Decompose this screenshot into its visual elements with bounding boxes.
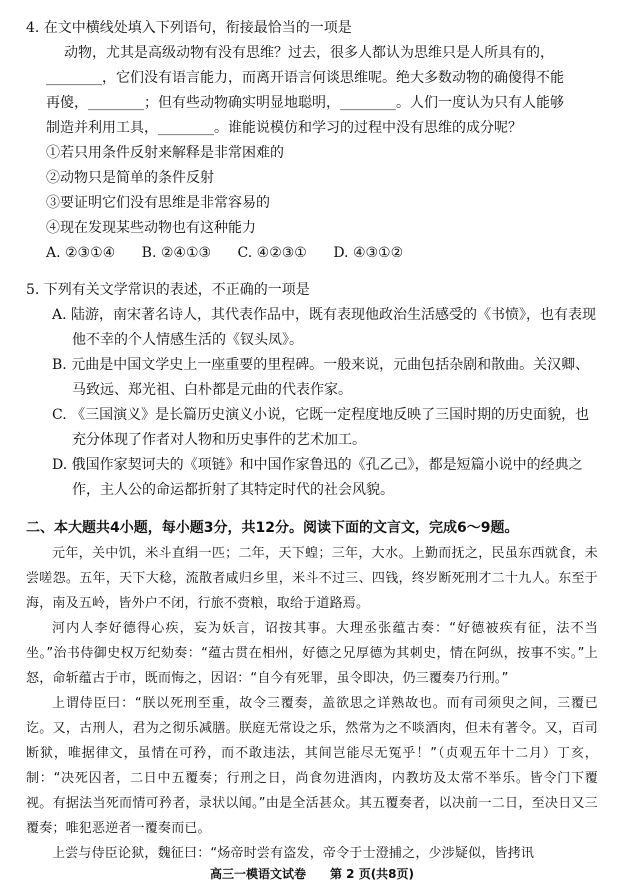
q4-choices <box>26 241 598 266</box>
q4-choice-a: A. ②③①④ <box>46 245 116 261</box>
passage-paragraph: 元年，关中饥，米斗直绢一匹；二年，天下蝗；三年，大水。上勤而抚之，民虽东西就食，未尝嗟怨。五年，天下大稔，流散者咸归乡里，米斗不过三、四钱，终岁断死刑才二十九人。东至于海，南及五岭，皆外户不闭，行旅不赍粮，取给于道路焉。 <box>26 546 598 611</box>
q4-passage-line: 再傻，________；但有些动物确实明显地聪明，________。人们一度认为只有人能够 <box>46 95 564 111</box>
q4-item: ②动物只是简单的条件反射 <box>46 170 214 186</box>
page-footer: 高三一模语文试卷 第 2 页(共8页) <box>209 867 415 881</box>
q5-option-a: A. 陆游，南宋著名诗人，其代表作品中，既有表现他政治生活感受的《书愤》，也有表现他不幸的个人情感生活的《钗头凤》。 <box>52 307 597 348</box>
question-5 <box>26 278 598 503</box>
q4-choice-c: C. ④②③① <box>237 245 307 261</box>
passage-paragraph: 河内人李好德得心疾，妄为妖言，诏按其事。大理丞张蕴古奏：“好德被疾有征，法不当坐。”治书侍御史权万纪劾奏：“蕴古贯在相州，好德之兄厚德为其刺史，情在阿纵，按事不实。”上怒，命斩蕴古于市，既而悔之，因诏：“自今有死罪，虽令即决，仍三覆奏乃行刑。” <box>26 621 598 686</box>
passage-paragraph: 上谓侍臣曰：“朕以死刑至重，故令三覆奏，盖欲思之详熟故也。而有司须臾之间，三覆已讫。又，古刑人，君为之彻乐减膳。朕庭无常设之乐，然常为之不啖酒肉，但未有著令。又，百司断狱，唯据律文，虽情在可矜，而不敢违法，其间岂能尽无冤乎！”（贞观五年十二月）丁亥，制：“决死囚者，二日中五覆奏；行刑之日，尚食勿进酒肉，内教坊及太常不举乐。皆令门下覆视。有据法当死而情可矜者，录状以闻。”由是全活甚众。其五覆奏者，以决前一二日，至决日又三覆奏；唯犯恶逆者一覆奏而已。 <box>26 696 598 836</box>
section-2-heading: 二、本大题共4小题，每小题3分，共12分。阅读下面的文言文，完成6～9题。 <box>26 520 519 536</box>
q4-choice-b: B. ②④①③ <box>141 245 212 261</box>
q5-option-b: B. 元曲是中国文学史上一座重要的里程碑。一般来说，元曲包括杂剧和散曲。关汉卿、马致远、郑光祖、白朴都是元曲的代表作家。 <box>52 357 590 398</box>
q4-passage-line: 动物，尤其是高级动物有没有思维？过去，很多人都认为思维只是人所具有的， <box>64 45 554 61</box>
passage-paragraph: 上尝与侍臣论狱，魏征曰：“炀帝时尝有盗发，帝令于士澄捕之，少涉疑似，皆拷讯 <box>52 846 535 861</box>
q4-choice-d: D. ④③①② <box>333 245 404 261</box>
q4-item: ④现在发现某些动物也有这种能力 <box>46 220 256 236</box>
q4-passage-line: ________，它们没有语言能力，而离开语言何谈思维呢。绝大多数动物的确傻得不能 <box>46 70 564 86</box>
q4-passage-line: 制造并利用工具，________。谁能说模仿和学习的过程中没有思维的成分呢？ <box>46 120 522 136</box>
q4-item: ③要证明它们没有思维是非常容易的 <box>46 195 270 211</box>
question-4-stem: 4. 在文中横线处填入下列语句，衔接最恰当的一项是 <box>26 20 352 36</box>
question-5-stem: 5. 下列有关文学常识的表述，不正确的一项是 <box>26 282 310 298</box>
q4-item: ①若只用条件反射来解释是非常困难的 <box>46 145 284 161</box>
q5-option-d: D. 俄国作家契诃夫的《项链》和中国作家鲁迅的《孔乙己》，都是短篇小说中的经典之作，主人公的命运都折射了其特定时代的社会风貌。 <box>52 457 583 498</box>
classical-passage <box>26 541 598 866</box>
q5-option-c: C. 《三国演义》是长篇历史演义小说，它既一定程度地反映了三国时期的历史面貌，也充分体现了作者对人物和历史事件的艺术加工。 <box>52 407 590 448</box>
question-4 <box>26 16 598 266</box>
